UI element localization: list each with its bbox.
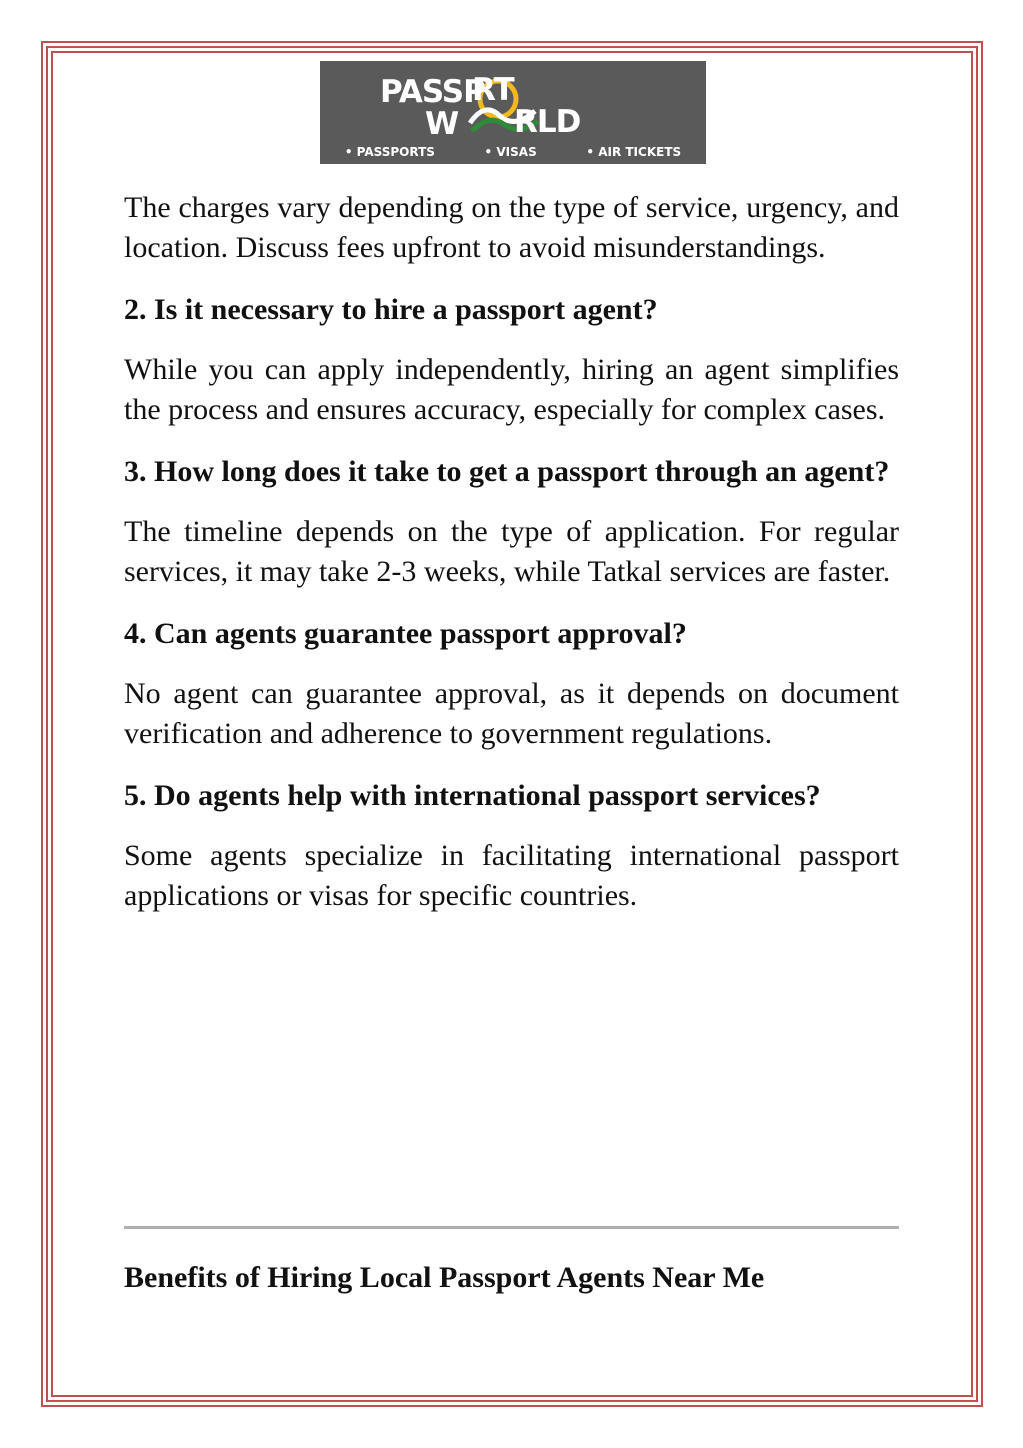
faq-answer-5: Some agents specialize in facilitating international passport applications or visas for specific countries. [124, 839, 899, 912]
logo-text-passp: PASSP [380, 74, 485, 110]
faq-answer-2: While you can apply independently, hiring an agent simplifies the process and ensures accuracy, especially for complex cases. [124, 353, 899, 426]
faq-question-5: 5. Do agents help with international passport services? [124, 779, 821, 812]
logo-tag-air-tickets: • AIR TICKETS [586, 145, 682, 159]
logo-text-w: W [425, 106, 459, 142]
logo-text-rt: RT [472, 72, 514, 108]
faq-question-4: 4. Can agents guarantee passport approval? [124, 617, 687, 650]
faq-question-3: 3. How long does it take to get a passport through an agent? [124, 455, 890, 488]
logo-tag-visas: • VISAS [484, 145, 537, 159]
section-divider [124, 1226, 899, 1229]
faq-question-2: 2. Is it necessary to hire a passport agent? [124, 293, 658, 326]
passport-world-logo [320, 61, 706, 164]
faq-answer-4: No agent can guarantee approval, as it depends on document verification and adherence to government regulations. [124, 677, 899, 750]
intro-paragraph: The charges vary depending on the type of service, urgency, and location. Discuss fees upfront to avoid misunderstandings. [124, 191, 899, 264]
faq-answer-3: The timeline depends on the type of application. For regular services, it may take 2-3 weeks, while Tatkal services are faster. [124, 515, 899, 588]
logo-text-rld: RLD [514, 104, 581, 140]
section-title: Benefits of Hiring Local Passport Agents Near Me [124, 1261, 765, 1294]
faq-content [124, 188, 899, 938]
logo-tag-passports: • PASSPORTS [344, 145, 435, 159]
logo-tagline [320, 143, 706, 161]
